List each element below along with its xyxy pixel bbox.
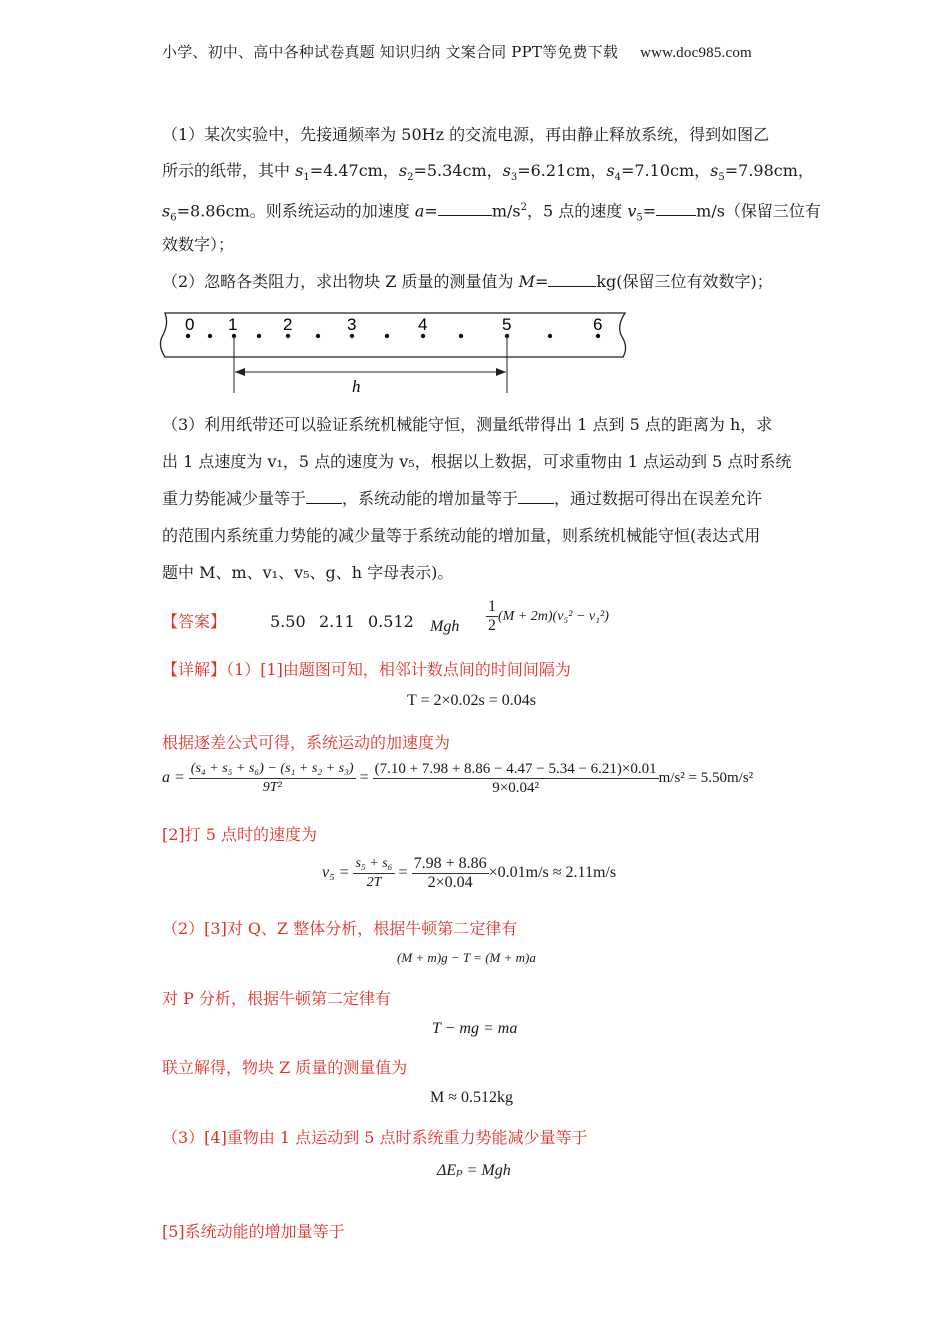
tape-label-6: 6 xyxy=(593,315,603,334)
detail-eq3: v₅ = $\frac{\text{s₅ + s₆}}{2T}$ = $\frac{7.98 + 8.86}{2\times 0.04}$ ×0.01m/s ≈ 2.11m/s xyxy=(322,855,617,891)
detail-eq4: (M + m)g − T = (M + m)a xyxy=(397,950,536,965)
q1-line4: 效数字）； xyxy=(162,235,235,254)
q1-line3: $s_6=8.86cm$。则系统运动的加速度 $a= m/s^2$，5 点的速度 $v_5= m/s$（保留三位有 xyxy=(162,201,821,224)
answer-expr-2: $\frac{1}{2}$ (M + 2m)(v₅² − v₁²) xyxy=(488,598,609,634)
paper-tape-figure xyxy=(155,305,645,400)
detail-eq5: T − mg = ma xyxy=(432,1020,518,1037)
q1-line1: （1）某次实验中，先接通频率为 50Hz 的交流电源，再由静止释放系统，得到如图乙 xyxy=(162,125,770,144)
detail-p8: [5]系统动能的增加量等于 xyxy=(162,1222,345,1241)
detail-p5: 对 P 分析，根据牛顿第二定律有 xyxy=(162,989,391,1008)
q2-line: （2）忽略各类阻力，求出物块 Z 质量的测量值为 M= kg(保留三位有效数字)； xyxy=(162,272,773,291)
detail-p1: 【详解】（1）[1]由题图可知，相邻计数点间的时间间隔为 xyxy=(162,660,571,679)
answer-value-3: 0.512 xyxy=(368,612,414,631)
answer-expr-1: Mgh xyxy=(430,618,460,635)
answer-value-1: 5.50 xyxy=(270,612,306,631)
tape-label-4: 4 xyxy=(418,315,428,334)
tape-label-1: 1 xyxy=(228,315,238,334)
header-text: 小学、初中、高中各种试卷真题 知识归纳 文案合同 PPT等免费下载 xyxy=(162,43,619,61)
tape-label-3: 3 xyxy=(347,315,357,334)
detail-eq7: ΔEₚ = Mgh xyxy=(437,1162,511,1179)
answer-blank-ek[interactable] xyxy=(518,489,554,504)
detail-p4: （2）[3]对 Q、Z 整体分析，根据牛顿第二定律有 xyxy=(162,919,518,938)
q3-line1: （3）利用纸带还可以验证系统机械能守恒，测量纸带得出 1 点到 5 点的距离为 h，求 xyxy=(162,415,773,434)
detail-p3: [2]打 5 点时的速度为 xyxy=(162,825,318,844)
h-label: h xyxy=(352,377,361,396)
page-header xyxy=(162,41,752,62)
q3-line2: 出 1 点速度为 v₁，5 点的速度为 v₅，根据以上数据，可求重物由 1 点运动到 5 点时系统 xyxy=(162,452,792,471)
q3-line3: 重力势能减少量等于 ，系统动能的增加量等于 ，通过数据可得出在误差允许 xyxy=(162,489,763,508)
answer-blank-M[interactable] xyxy=(548,272,596,287)
q3-line5: 题中 M、m、v₁、v₅、g、h 字母表示)。 xyxy=(162,563,454,582)
detail-p7: （3）[4]重物由 1 点运动到 5 点时系统重力势能减少量等于 xyxy=(162,1128,588,1147)
answer-blank-v5[interactable] xyxy=(656,201,696,216)
detail-eq6: M ≈ 0.512kg xyxy=(430,1089,514,1106)
detail-eq2: a = $\frac{\text{(s₄ + s₅ + s₆) − (s₁ + s₂ + s₃)}}{\text{9T²}}$ = $\frac{(7.10 + 7.98 + 8.86 - 4.47 - 5.34 - 6.21)\times 0.01}{\text{9×0.04²}}$ m/s² = 5.50m/s² xyxy=(162,761,754,796)
detail-p2: 根据逐差公式可得，系统运动的加速度为 xyxy=(162,733,451,752)
tape-label-5: 5 xyxy=(502,315,512,334)
tape-label-0: 0 xyxy=(185,315,195,334)
header-url[interactable]: www.doc985.com xyxy=(640,45,752,61)
detail-p6: 联立解得，物块 Z 质量的测量值为 xyxy=(162,1058,408,1077)
q3-line4: 的范围内系统重力势能的减少量等于系统动能的增加量，则系统机械能守恒(表达式用 xyxy=(162,526,761,545)
answer-value-2: 2.11 xyxy=(319,612,355,631)
answer-blank-a[interactable] xyxy=(438,201,492,216)
tape-label-2: 2 xyxy=(283,315,293,334)
answer-blank-ep[interactable] xyxy=(306,489,342,504)
detail-eq1: T = 2×0.02s = 0.04s xyxy=(407,692,537,709)
answer-label: 【答案】 xyxy=(162,612,227,631)
q1-line2: 所示的纸带，其中 $s_1=4.47cm$，$s_2=5.34cm$，$s_3=6.21cm$，$s_4=7.10cm$，$s_5=7.98cm$， xyxy=(162,161,814,184)
tape-dots xyxy=(186,334,600,338)
